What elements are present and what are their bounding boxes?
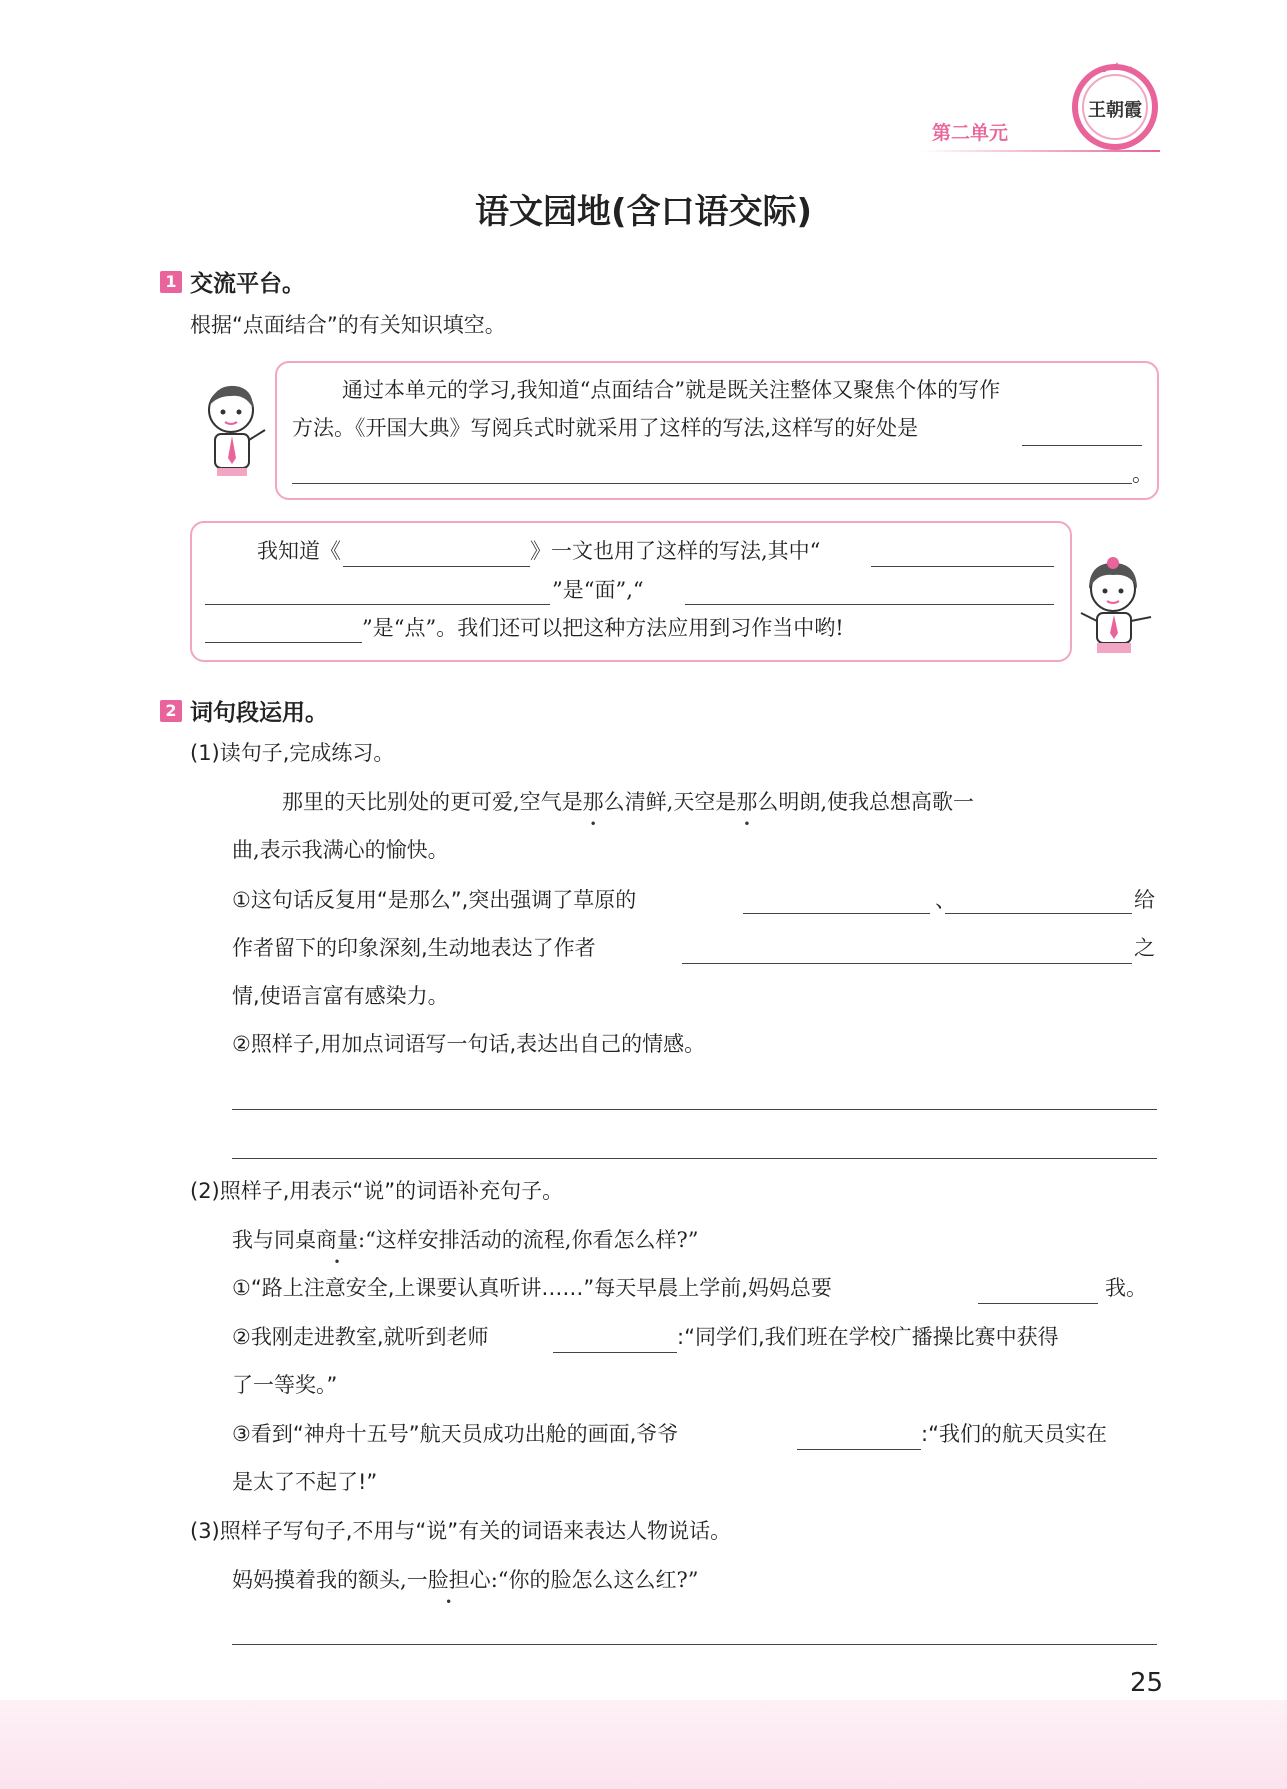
q1-dot-word-1: 是那么 [561, 790, 625, 814]
q1-sentence-line1 [282, 792, 974, 813]
q2-item3-a: ③看到“神舟十五号”航天员成功出舱的画面,爷爷 [232, 1422, 679, 1446]
boy-icon [195, 380, 273, 480]
blank-dian-2[interactable] [205, 642, 362, 643]
section2-heading [160, 694, 328, 727]
q1-dot-word-2: 是那么 [715, 790, 779, 814]
blank-grass-1[interactable] [743, 913, 930, 914]
blank-q2-3[interactable] [797, 1449, 921, 1450]
bubble2-a: 我知道《 [257, 539, 341, 563]
q1-item1-e: 情,使语言富有感染力。 [232, 984, 449, 1008]
q1-item1-a: ①这句话反复用“是那么”,突出强调了草原的 [232, 888, 637, 912]
q2-example-dot: 商量 [316, 1228, 358, 1252]
q1-sentence-b: 清鲜,天空 [624, 790, 716, 814]
girl-icon [1075, 555, 1160, 660]
q1-item1-b: 给 [1134, 888, 1155, 912]
q2-example [232, 1230, 698, 1251]
bubble2-c: ”是“面”,“ [552, 578, 644, 602]
page-number: 25 [1130, 1668, 1164, 1698]
q2-label: (2)照样子,用表示“说”的词语补充句子。 [190, 1179, 564, 1203]
section2-number: 2 [160, 700, 182, 722]
blank-mian-2[interactable] [205, 604, 550, 605]
q3-example-b: :“你的脸怎么这么红?” [490, 1568, 699, 1592]
blank-q2-1[interactable] [978, 1303, 1098, 1304]
page-title: 语文园地(含口语交际) [474, 192, 813, 232]
q2-example-b: :“这样安排活动的流程,你看怎么样?” [358, 1228, 699, 1252]
blank-benefit-2[interactable] [292, 483, 1132, 484]
q1-label: (1)读句子,完成练习。 [190, 741, 395, 765]
q1-sentence-a: 那里的天比别处的更可爱,空气 [282, 790, 562, 814]
logo-text: 王朝霞 [1088, 100, 1142, 121]
blank-benefit-1[interactable] [1022, 445, 1142, 446]
q2-item1-b: 我。 [1105, 1276, 1147, 1300]
bubble1-line2: 方法。《开国大典》写阅兵式时就采用了这样的写法,这样写的好处是 [292, 416, 919, 440]
q2-item2-c: 了一等奖。” [232, 1373, 338, 1397]
q2-item3-c: 是太了不起了!” [232, 1470, 378, 1494]
blank-article[interactable] [343, 566, 530, 567]
q1-sentence-d: 曲,表示我满心的愉快。 [232, 838, 449, 862]
blank-dian[interactable] [685, 604, 1054, 605]
bubble1-end: 。 [1132, 462, 1153, 486]
unit-label: 第二单元 [932, 122, 1009, 144]
answer-line-q3[interactable] [232, 1644, 1157, 1645]
q1-sentence-c: 明朗,使我总想高歌一 [778, 790, 975, 814]
q3-label: (3)照样子写句子,不用与“说”有关的词语来表达人物说话。 [190, 1519, 732, 1543]
q1-item1-sep: 、 [935, 888, 956, 912]
bubble2-b: 》一文也用了这样的写法,其中“ [530, 539, 821, 563]
answer-line-q1-1[interactable] [232, 1109, 1157, 1110]
answer-line-q1-2[interactable] [232, 1158, 1157, 1159]
bubble1-line1: 通过本单元的学习,我知道“点面结合”就是既关注整体又聚焦个体的写作 [342, 378, 1001, 402]
girl-illustration [1075, 555, 1160, 660]
bubble2-d: ”是“点”。我们还可以把这种方法应用到习作当中哟! [362, 616, 844, 640]
q2-item1-a: ①“路上注意安全,上课要认真听讲……”每天早晨上学前,妈妈总要 [232, 1276, 832, 1300]
section2-title: 词句段运用。 [190, 700, 328, 726]
q3-example-a: 妈妈摸着我的额头, [232, 1568, 407, 1592]
section1-number: 1 [160, 271, 182, 293]
footer-band [0, 1700, 1287, 1789]
boy-illustration [195, 380, 273, 480]
q2-example-a: 我与同桌 [232, 1228, 316, 1252]
q2-item2-b: :“同学们,我们班在学校广播操比赛中获得 [677, 1325, 1059, 1349]
q2-item2-a: ②我刚走进教室,就听到老师 [232, 1325, 489, 1349]
blank-mian[interactable] [871, 566, 1054, 567]
blank-feeling[interactable] [682, 963, 1132, 964]
q1-item1-d: 之 [1134, 936, 1155, 960]
section1-title: 交流平台。 [190, 271, 305, 297]
q1-item1-c: 作者留下的印象深刻,生动地表达了作者 [232, 936, 596, 960]
blank-grass-2[interactable] [945, 913, 1132, 914]
q3-example-dot: 一脸担心 [406, 1568, 491, 1592]
blank-q2-2[interactable] [553, 1352, 677, 1353]
q2-item3-b: :“我们的航天员实在 [921, 1422, 1107, 1446]
section1-instruction: 根据“点面结合”的有关知识填空。 [190, 313, 506, 337]
q1-item2: ②照样子,用加点词语写一句话,表达出自己的情感。 [232, 1032, 706, 1056]
logo-badge [1070, 62, 1160, 152]
section1-heading [160, 265, 305, 298]
q3-example [232, 1570, 699, 1591]
